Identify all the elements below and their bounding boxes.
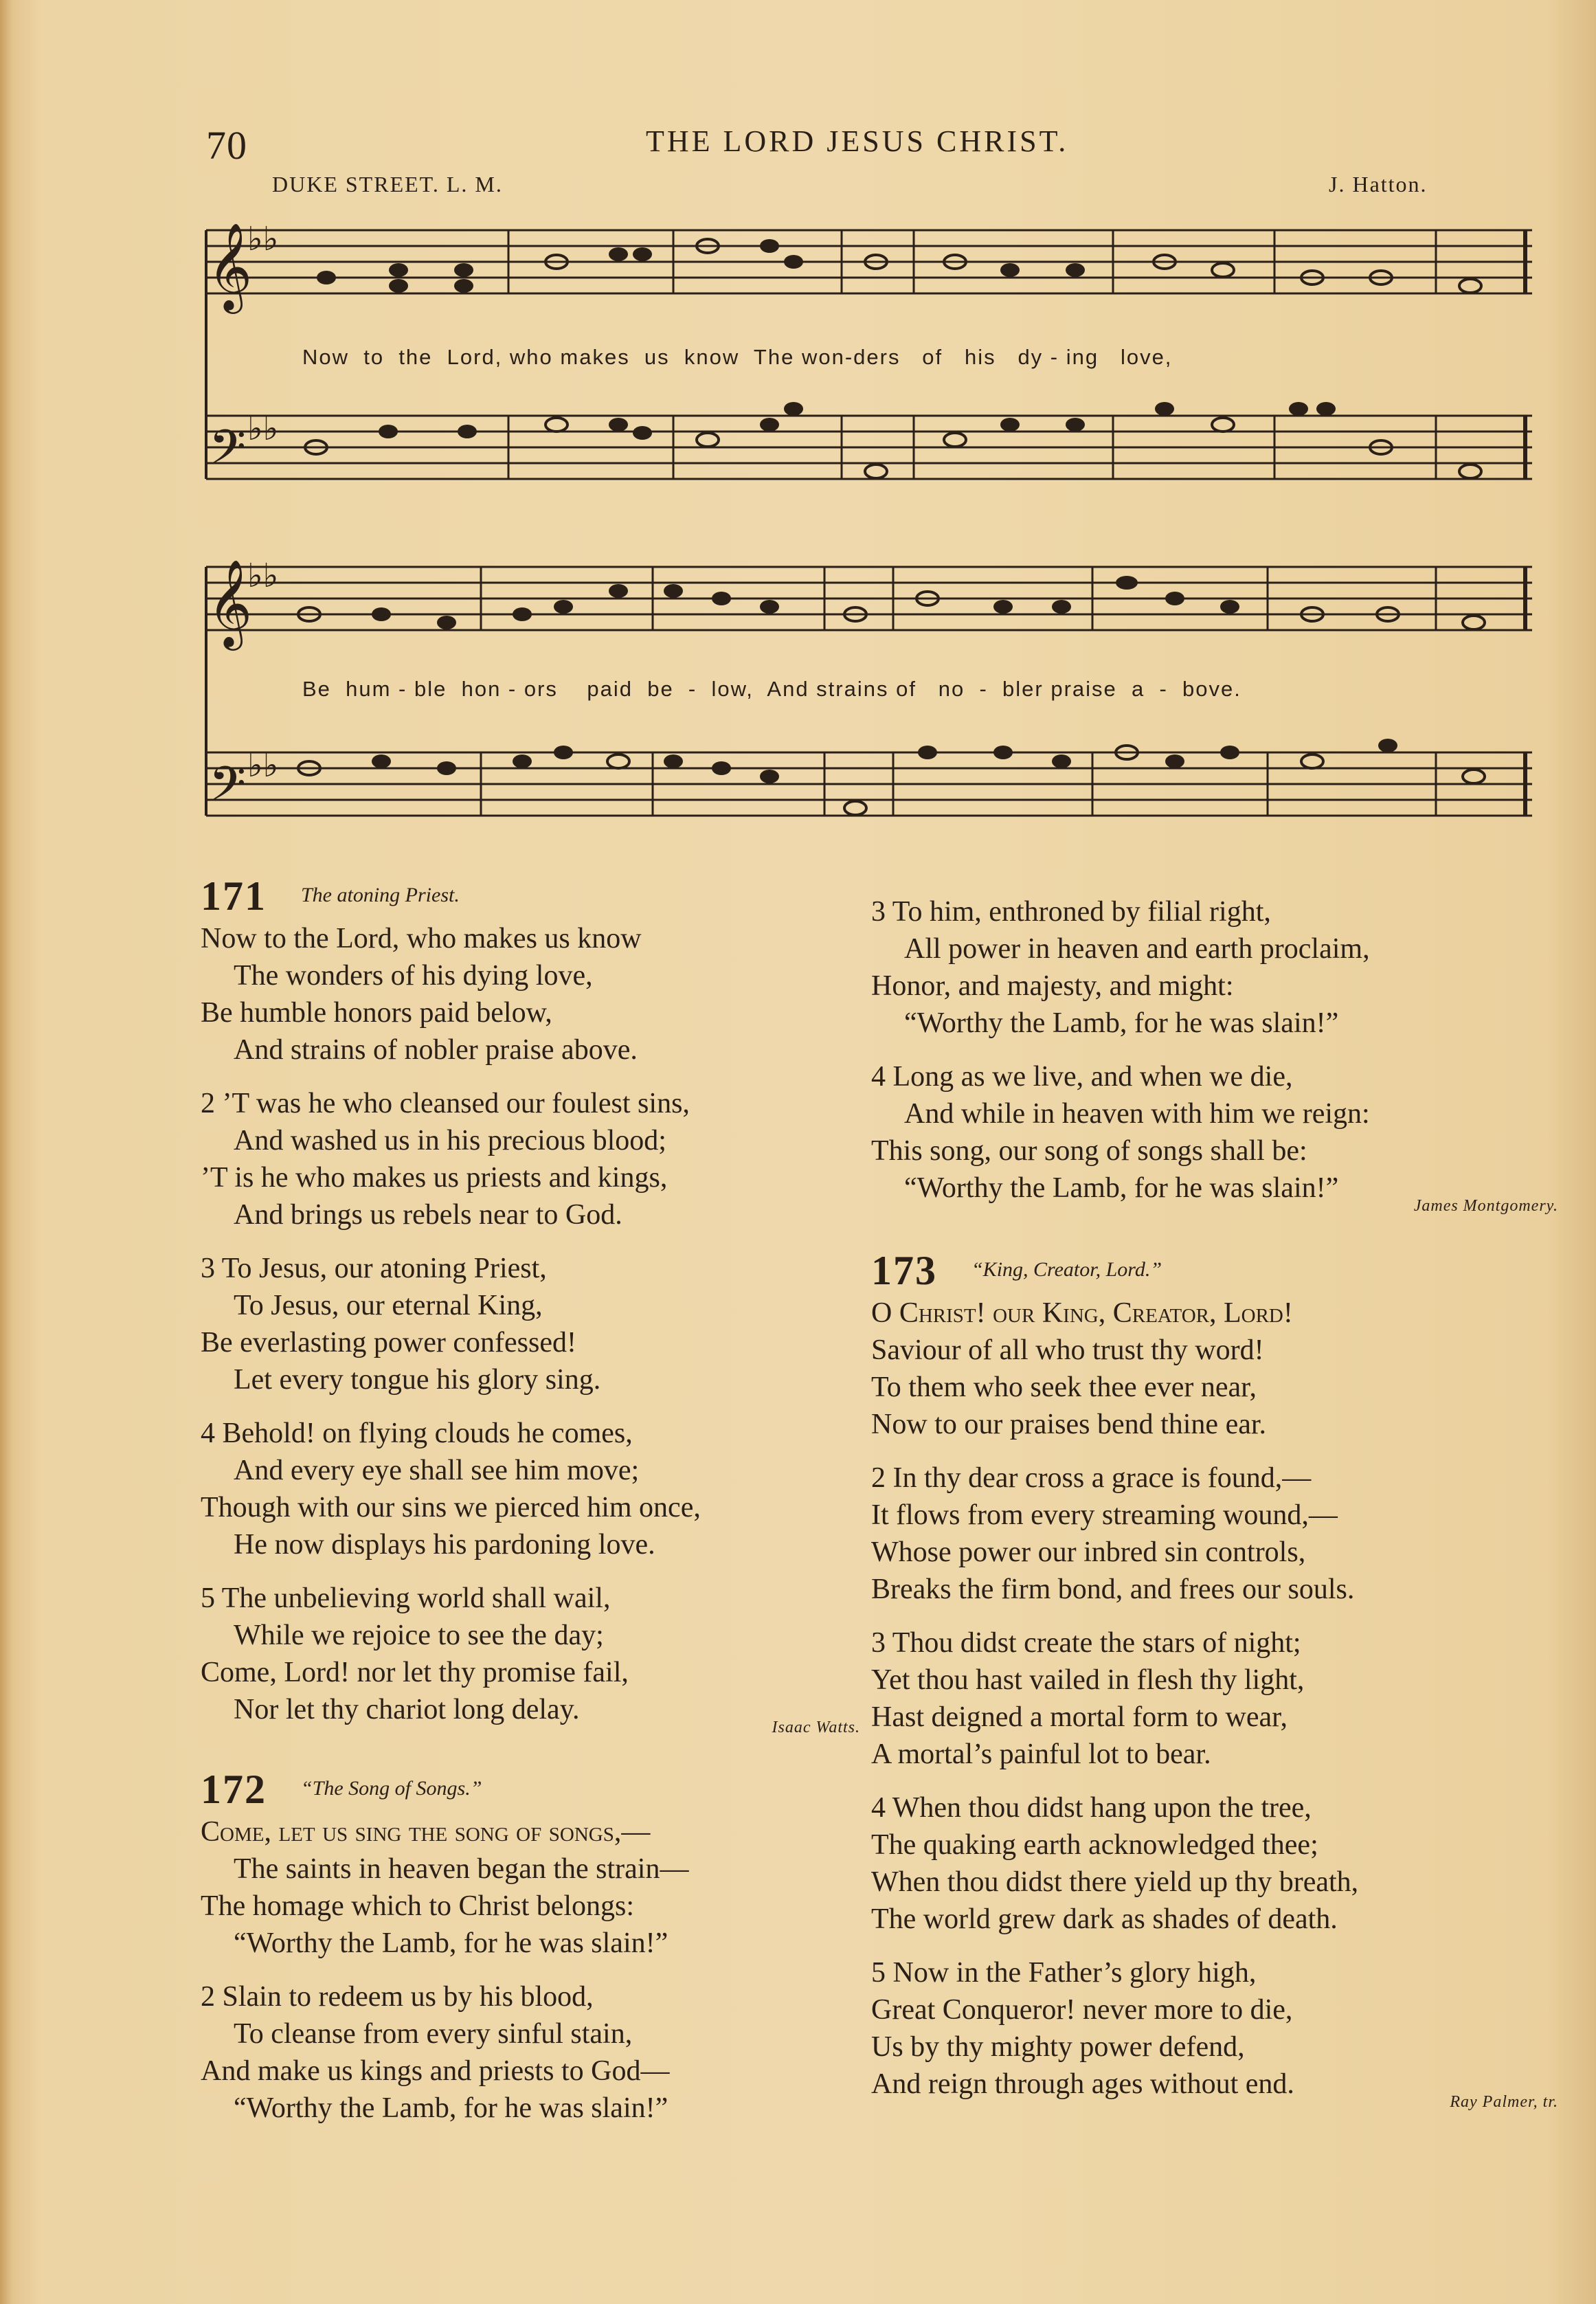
verse-line: “Worthy the Lamb, for he was slain!” [234, 1927, 668, 1959]
verse-line: “Worthy the Lamb, for he was slain!” [904, 1007, 1339, 1039]
verse-line: 2 Slain to redeem us by his blood, [201, 1981, 594, 2013]
verse-line: A mortal’s painful lot to bear. [871, 1738, 1211, 1770]
stanza [201, 1813, 860, 1962]
verse-line: When thou didst there yield up thy breath, [871, 1866, 1359, 1898]
verse-line: Be everlasting power confessed! [201, 1327, 576, 1358]
verse-line: 4 Long as we live, and when we die, [871, 1061, 1293, 1093]
hymn-172-continued [871, 893, 1558, 1222]
treble-staff [206, 567, 1532, 630]
bass-clef-icon: 𝄢 [209, 419, 247, 486]
verse-line: And strains of nobler praise above. [234, 1034, 638, 1066]
verse-line: 2 In thy dear cross a grace is found,— [871, 1462, 1312, 1494]
stanza [201, 1580, 860, 1728]
verse-line: Be humble honors paid below, [201, 997, 552, 1029]
verse-line: And every eye shall see him move; [234, 1455, 640, 1486]
verse-line: Now to the Lord, who makes us know [201, 923, 642, 954]
notes-treble [298, 576, 1485, 629]
hymn-number: 171 [201, 873, 267, 919]
verse-line: “Worthy the Lamb, for he was slain!” [234, 2092, 668, 2124]
verse-line: The quaking earth acknowledged thee; [871, 1829, 1318, 1861]
verse-line: The wonders of his dying love, [234, 960, 593, 992]
hymn-author: James Montgomery. [1413, 1197, 1558, 1215]
stanza [871, 1624, 1558, 1773]
hymn-subtitle: “The Song of Songs.” [301, 1777, 482, 1800]
verse-line: To Jesus, our eternal King, [234, 1290, 543, 1321]
verse-line: It flows from every streaming wound,— [871, 1499, 1338, 1531]
verse-line: Though with our sins we pierced him once, [201, 1492, 701, 1523]
verse-line: O Christ! our King, Creator, Lord! [871, 1297, 1293, 1329]
key-signature-flat-icon: ♭♭ [247, 220, 279, 258]
stanza [201, 1250, 860, 1398]
stanza [871, 1459, 1558, 1608]
hymn-173 [871, 1247, 1558, 2118]
verse-line: And brings us rebels near to God. [234, 1199, 622, 1231]
key-signature-flat-icon: ♭♭ [247, 410, 279, 448]
hymn-number: 172 [201, 1767, 267, 1812]
page-number: 70 [206, 123, 247, 168]
verse-line: Now to our praises bend thine ear. [871, 1409, 1267, 1440]
verse-line: To them who seek thee ever near, [871, 1372, 1257, 1403]
verse-line: 4 When thou didst hang upon the tree, [871, 1792, 1312, 1824]
verse-line: He now displays his pardoning love. [234, 1529, 655, 1561]
verse-line: 2 ’T was he who cleansed our foulest sins, [201, 1088, 690, 1119]
stanza [201, 1978, 860, 2127]
verse-line: All power in heaven and earth proclaim, [904, 933, 1370, 965]
notes-bass [305, 402, 1481, 478]
stanza [871, 893, 1558, 1042]
verse-line: 3 To him, enthroned by filial right, [871, 896, 1271, 928]
running-head: THE LORD JESUS CHRIST. [646, 124, 1069, 158]
hymn-172 [201, 1766, 860, 2143]
verse-line: Us by thy mighty power defend, [871, 2031, 1245, 2063]
verse-line: 5 The unbelieving world shall wail, [201, 1582, 611, 1614]
verse-line: Saviour of all who trust thy word! [871, 1334, 1264, 1366]
verse-line: To cleanse from every sinful stain, [234, 2018, 633, 2050]
verse-line: The homage which to Christ belongs: [201, 1890, 635, 1922]
verse-line: 5 Now in the Father’s glory high, [871, 1957, 1257, 1989]
hymn-171 [201, 873, 860, 1744]
tune-name: DUKE STREET. L. M. [272, 172, 503, 197]
lyrics-line-1: Now to the Lord, who makes us know The won-ders of his dy - ing love, [302, 345, 1173, 369]
composer-credit: J. Hatton. [1329, 172, 1428, 197]
hymn-author: Isaac Watts. [772, 1719, 860, 1736]
verse-line: “Worthy the Lamb, for he was slain!” [904, 1172, 1339, 1204]
hymn-subtitle: “King, Creator, Lord.” [971, 1258, 1162, 1281]
verse-line: Let every tongue his glory sing. [234, 1364, 601, 1396]
verse-line: This song, our song of songs shall be: [871, 1135, 1307, 1167]
verse-line: The saints in heaven began the strain— [234, 1853, 689, 1885]
verse-line: 4 Behold! on flying clouds he comes, [201, 1418, 633, 1449]
treble-clef-icon: 𝄞 [207, 559, 253, 647]
hymn-subtitle: The atoning Priest. [301, 884, 460, 906]
verse-line: Come, Lord! nor let thy promise fail, [201, 1657, 629, 1688]
verse-line: Breaks the firm bond, and frees our souls. [871, 1574, 1355, 1605]
verse-line: Come, let us sing the song of songs,— [201, 1816, 651, 1848]
verse-line: Whose power our inbred sin controls, [871, 1536, 1306, 1568]
notes-treble [317, 239, 1481, 293]
verse-line: Honor, and majesty, and might: [871, 970, 1234, 1002]
stanza [871, 1058, 1558, 1207]
treble-clef-icon: 𝄞 [207, 222, 253, 310]
lyrics-line-2: Be hum - ble hon - ors paid be - low, And strains of no - bler praise a - bove. [302, 677, 1241, 701]
verse-line: Yet thou hast vailed in flesh thy light, [871, 1664, 1305, 1696]
stanza [201, 1085, 860, 1233]
stanza [201, 1415, 860, 1563]
verse-line: Great Conqueror! never more to die, [871, 1994, 1293, 2026]
hymn-author: Ray Palmer, tr. [1450, 2093, 1558, 2111]
verse-line: And while in heaven with him we reign: [904, 1098, 1370, 1130]
key-signature-flat-icon: ♭♭ [247, 746, 279, 785]
verse-line: Hast deigned a mortal form to wear, [871, 1701, 1288, 1733]
key-signature-flat-icon: ♭♭ [247, 557, 279, 595]
verse-line: And reign through ages without end. [871, 2068, 1294, 2100]
stanza [201, 920, 860, 1069]
stanza [871, 1789, 1558, 1938]
verse-line: 3 To Jesus, our atoning Priest, [201, 1253, 547, 1284]
verse-line: Nor let thy chariot long delay. [234, 1694, 580, 1725]
bass-clef-icon: 𝄢 [209, 756, 247, 823]
verse-line: The world grew dark as shades of death. [871, 1903, 1338, 1935]
notes-bass [298, 739, 1485, 815]
verse-line: And washed us in his precious blood; [234, 1125, 666, 1156]
hymn-number: 173 [871, 1248, 937, 1293]
verse-line: And make us kings and priests to God— [201, 2055, 670, 2087]
stanza [871, 1954, 1558, 2103]
bass-staff [206, 416, 1532, 479]
bass-staff [206, 752, 1532, 816]
stanza [871, 1295, 1558, 1443]
verse-line: While we rejoice to see the day; [234, 1620, 604, 1651]
verse-line: ’T is he who makes us priests and kings, [201, 1162, 668, 1194]
verse-line: 3 Thou didst create the stars of night; [871, 1627, 1301, 1659]
